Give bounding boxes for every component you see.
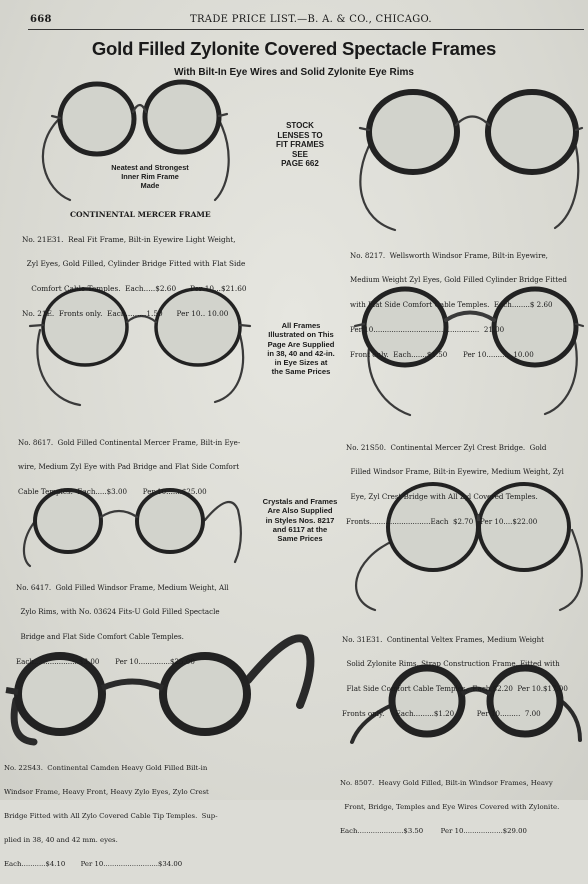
product-8617-description [18, 422, 240, 513]
product-21E31-description [22, 219, 247, 335]
note-line: STOCK [286, 121, 314, 130]
desc-line: plied in 38, 40 and 42 mm. eyes. [4, 836, 118, 844]
desc-line: Each.....................$3.50 Per 10..................$29.00 [340, 827, 527, 835]
desc-line: No. 21E31. Real Fit Frame, Bilt-in Eyewire Light Weight, [22, 234, 236, 244]
desc-line: wire, Medium Zyl Eye with Pad Bridge and Flat Side Comfort [18, 462, 240, 472]
note-line: Same Prices [277, 534, 323, 544]
desc-line: No. 22S43. Continental Camden Heavy Gold Filled Bilt-in [4, 764, 208, 772]
desc-line: Each....................$3.00 Per 10..............$25.00 [16, 657, 195, 667]
page-subtitle: With Bilt-In Eye Wires and Solid Zylonite Eye Rims [174, 67, 414, 78]
note-line: in Styles Nos. 8217 [265, 515, 335, 525]
page-title: Gold Filled Zylonite Covered Spectacle Frames [91, 38, 497, 59]
desc-line: No. 21S50. Continental Mercer Zyl Crest Bridge. Gold [346, 442, 547, 452]
product-21E31-heading: CONTINENTAL MERCER FRAME [70, 210, 211, 219]
desc-line: No. 31E31. Continental Veltex Frames, Medium Weight [342, 634, 545, 644]
desc-line: Fronts...........................Each $2.70 Per 10....$22.00 [346, 517, 538, 527]
desc-line: Fronts only. Each.........$1.20 Per 10......... 7.00 [342, 709, 541, 719]
desc-line: Flat Side Comfort Cable Temples. Each $2.20 Per 10.$17.00 [342, 684, 568, 694]
crystals-note [252, 497, 348, 543]
desc-line: Eye, Zyl Crest Bridge with All Zyl Covered Temples. [346, 492, 538, 502]
desc-line: Front only. Each.......$1.50 Per 10.......... 10.00 [350, 350, 534, 360]
note-line: and 6117 at the [272, 524, 328, 534]
note-line: Crystals and Frames [262, 497, 338, 506]
note-line: Made [140, 180, 160, 190]
desc-line: Zyl Eyes, Gold Filled, Cylinder Bridge Fitted with Flat Side [22, 259, 246, 269]
running-head-title: TRADE PRICE LIST.—B. A. & CO., CHICAGO. [190, 14, 432, 25]
desc-line: Bridge Fitted with All Zylo Covered Cable Tip Temples. Sup- [4, 812, 218, 820]
desc-line: Zylo Rims, with No. 03624 Fits-U Gold Filled Spectacle [16, 607, 220, 617]
desc-line: No. 21E. Fronts only. Each.........1.50 Per 10.. 10.00 [22, 309, 229, 319]
product-31E31-description [342, 619, 568, 735]
note-line: SEE [291, 149, 308, 159]
product-8507-description [340, 763, 559, 851]
note-line: in Eye Sizes at [274, 358, 328, 368]
desc-line: Bridge and Flat Side Comfort Cable Temples. [16, 632, 184, 642]
note-line: FIT FRAMES [276, 140, 324, 149]
desc-line: Front, Bridge, Temples and Eye Wires Covered with Zylonite. [340, 803, 560, 811]
product-22S43-description [4, 748, 218, 884]
desc-line: Windsor Frame, Heavy Front, Heavy Zylo Eyes, Zylo Crest [4, 788, 209, 796]
desc-line: Each...........$4.10 Per 10.........................$34.00 [4, 860, 183, 868]
page-number: 668 [30, 14, 52, 25]
note-line: Page Are Supplied [267, 339, 335, 349]
note-line: in 38, 40 and 42-in. [267, 348, 335, 358]
note-line: Illustrated on This [268, 330, 334, 340]
desc-line: Solid Zylonite Rims, Strap Construction Frame, Fitted with [342, 659, 560, 669]
note-line: the Same Prices [271, 367, 331, 377]
desc-line: Comfort Cable Temples. Each.....$2.60 Per 10...$21.60 [22, 284, 247, 294]
inner-rim-note [95, 164, 205, 190]
product-8217-description [350, 235, 567, 376]
desc-line: No. 6417. Gold Filled Windsor Frame, Medium Weight, All [16, 582, 229, 592]
desc-line: No. 8617. Gold Filled Continental Mercer Frame, Bilt-in Eye- [18, 437, 241, 447]
desc-line: No. 8507. Heavy Gold Filled, Bilt-in Windsor Frames, Heavy [340, 779, 553, 787]
note-line: Inner Rim Frame [121, 171, 179, 181]
note-line: LENSES TO [277, 130, 323, 140]
note-line: All Frames [281, 321, 321, 330]
note-line: Are Also Supplied [267, 506, 333, 516]
desc-line: with Flat Side Comfort Cable Temples. Each........$ 2.60 [350, 300, 553, 310]
product-6417-description [16, 567, 229, 683]
all-frames-note [255, 321, 347, 377]
product-21S50-description [346, 427, 564, 543]
desc-line: No. 8217. Wellsworth Windsor Frame, Bilt-in Eyewire, [350, 250, 548, 260]
desc-line: Medium Weight Zyl Eyes, Gold Filled Cylinder Bridge Fitted [350, 275, 567, 285]
note-line: Neatest and Strongest [111, 163, 189, 172]
desc-line: Filled Windsor Frame, Bilt-in Eyewire, Medium Weight, Zyl [346, 467, 564, 477]
desc-line: Cable Temples. Each.....$3.00 Per 10.......$25.00 [18, 487, 207, 497]
desc-line: Per 10............................................... 21.00 [350, 325, 505, 335]
note-line: PAGE 662 [281, 159, 319, 168]
stock-lenses-note [250, 121, 350, 169]
